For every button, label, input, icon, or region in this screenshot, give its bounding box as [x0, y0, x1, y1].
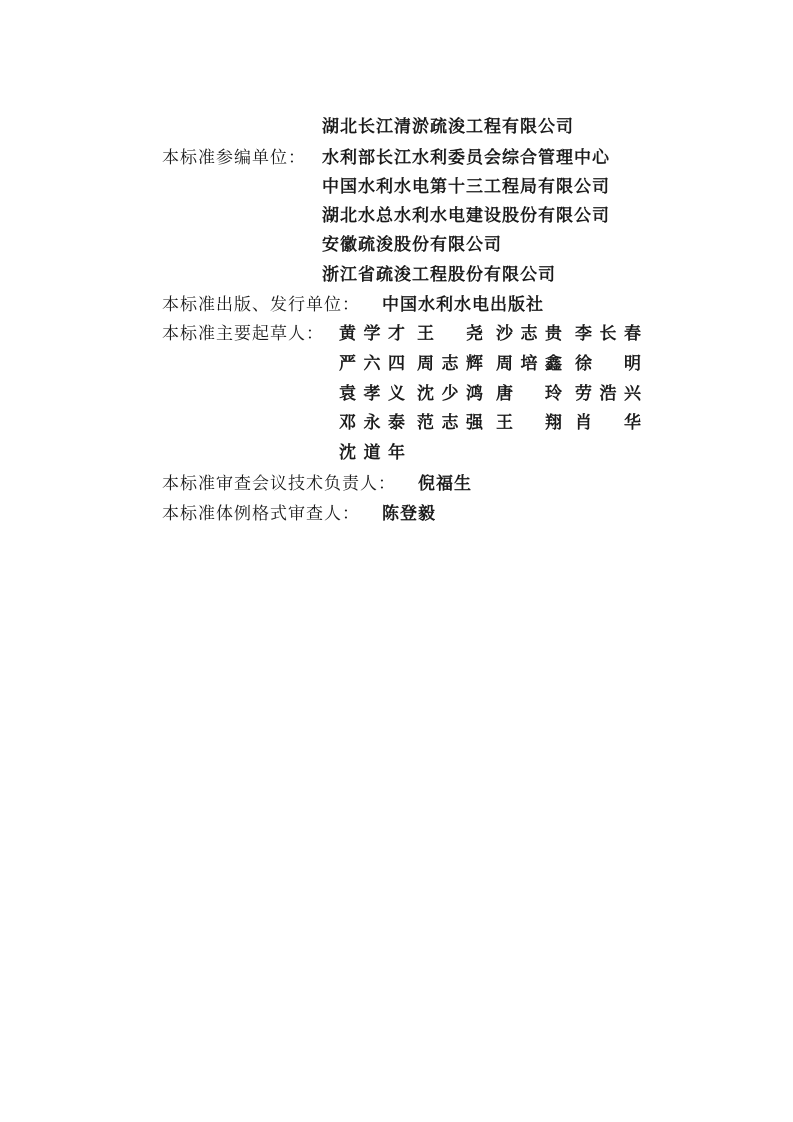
drafter-name: 袁 孝 义	[339, 384, 405, 404]
tech-reviewer-value: 倪福生	[418, 474, 472, 494]
drafter-name: 沙 志 贵	[496, 324, 562, 344]
drafter-name: 李 长 春	[575, 324, 641, 344]
participating-unit: 安徽疏浚股份有限公司	[322, 235, 502, 255]
tech-reviewer-label: 本标准审查会议技术负责人：	[162, 474, 396, 494]
previous-unit: 湖北长江清淤疏浚工程有限公司	[322, 117, 574, 137]
participating-unit: 浙江省疏浚工程股份有限公司	[322, 265, 556, 285]
drafter-name: 范 志 强	[417, 413, 483, 433]
format-reviewer-label: 本标准体例格式审查人：	[162, 504, 360, 524]
drafter-name: 沈 少 鸿	[417, 384, 483, 404]
publisher-value: 中国水利水电出版社	[382, 295, 544, 315]
drafter-name: 黄 学 才	[339, 324, 405, 344]
drafter-name: 王 尧	[417, 324, 483, 344]
drafter-name: 徐 明	[575, 354, 641, 374]
participating-unit: 水利部长江水利委员会综合管理中心	[322, 148, 610, 168]
drafter-name: 唐 玲	[496, 384, 562, 404]
drafter-name: 沈 道 年	[339, 443, 405, 463]
format-reviewer-value: 陈登毅	[382, 504, 436, 524]
participating-unit: 中国水利水电第十三工程局有限公司	[322, 177, 610, 197]
drafter-name: 周 培 鑫	[496, 354, 562, 374]
drafter-name: 王 翔	[496, 413, 562, 433]
drafter-name: 严 六 四	[339, 354, 405, 374]
participating-units-label: 本标准参编单位：	[162, 148, 306, 168]
drafter-name: 邓 永 泰	[339, 413, 405, 433]
participating-unit: 湖北水总水利水电建设股份有限公司	[322, 206, 610, 226]
drafter-name: 肖 华	[575, 413, 641, 433]
drafter-name: 劳 浩 兴	[575, 384, 641, 404]
publisher-label: 本标准出版、发行单位：	[162, 295, 360, 315]
drafter-name: 周 志 辉	[417, 354, 483, 374]
drafters-label: 本标准主要起草人：	[162, 324, 324, 344]
